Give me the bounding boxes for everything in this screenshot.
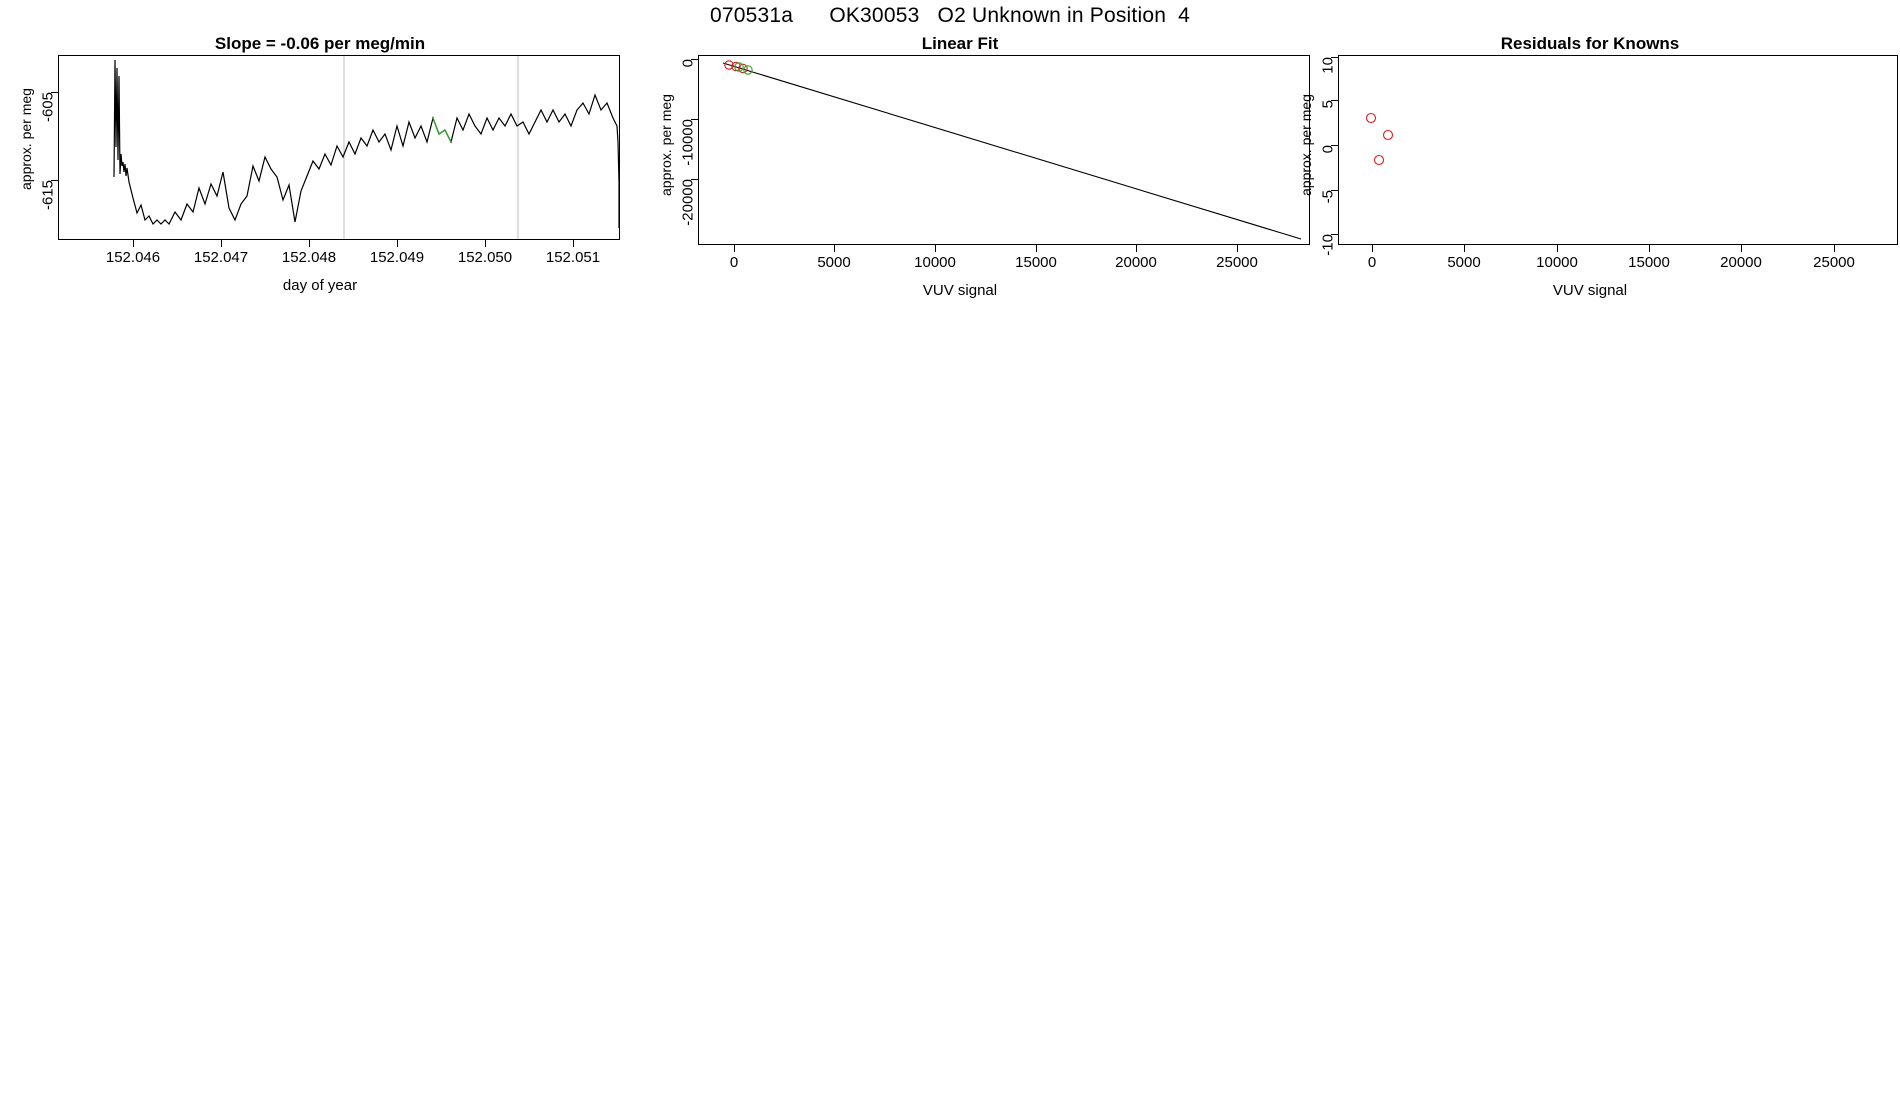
panel-linear-fit	[640, 0, 1280, 300]
linear-fit-xtick-label-5: 25000	[1216, 254, 1258, 271]
residuals-svg	[1339, 56, 1897, 244]
linear-fit-xtick-2	[935, 245, 936, 252]
residuals-xtick-2	[1557, 245, 1558, 252]
timeseries-xtick-label-5: 152.051	[545, 249, 601, 266]
timeseries-xtick-1	[221, 240, 222, 247]
timeseries-ylabel: approx. per meg	[18, 88, 34, 190]
timeseries-xtick-label-4: 152.050	[457, 249, 513, 266]
residuals-xtick-label-4: 20000	[1720, 254, 1762, 271]
timeseries-xtick-label-1: 152.047	[193, 249, 249, 266]
residuals-xlabel: VUV signal	[1552, 282, 1628, 299]
linear-fit-xtick-5	[1237, 245, 1238, 252]
residuals-xtick-1	[1464, 245, 1465, 252]
linear-fit-ytick-label-1: -10000	[679, 119, 697, 166]
panel-residuals	[1280, 0, 1900, 300]
residuals-xtick-label-5: 25000	[1813, 254, 1855, 271]
linear-fit-xtick-3	[1036, 245, 1037, 252]
residuals-ytick-label-1: 5	[1319, 100, 1337, 109]
timeseries-svg	[59, 56, 619, 239]
figure-suptitle: 070531a OK30053 O2 Unknown in Position 4	[709, 4, 1191, 27]
linear-fit-xtick-label-1: 5000	[817, 254, 851, 271]
linear-fit-ytick-label-0: 0	[679, 59, 697, 68]
linear-fit-xtick-0	[734, 245, 735, 252]
residuals-xtick-5	[1834, 245, 1835, 252]
residuals-xtick-label-1: 5000	[1447, 254, 1481, 271]
timeseries-xtick-2	[309, 240, 310, 247]
residuals-xtick-label-3: 15000	[1628, 254, 1670, 271]
linear-fit-svg	[699, 56, 1309, 244]
linear-fit-title: Linear Fit	[921, 34, 999, 53]
linear-fit-xtick-1	[834, 245, 835, 252]
residuals-xtick-label-0: 0	[1367, 254, 1377, 271]
timeseries-xtick-label-2: 152.048	[281, 249, 337, 266]
timeseries-xtick-label-3: 152.049	[369, 249, 425, 266]
linear-fit-xtick-label-2: 10000	[914, 254, 956, 271]
linear-fit-xlabel: VUV signal	[922, 282, 998, 299]
timeseries-ytick-label-1: -615	[39, 180, 57, 211]
timeseries-ytick-label-0: -605	[39, 92, 57, 123]
residuals-xtick-0	[1372, 245, 1373, 252]
timeseries-xtick-4	[485, 240, 486, 247]
timeseries-xtick-5	[573, 240, 574, 247]
timeseries-xtick-0	[133, 240, 134, 247]
residuals-ytick-label-3: -5	[1319, 190, 1337, 204]
residuals-ytick-label-4: -10	[1319, 234, 1337, 256]
residuals-ytick-label-0: 10	[1319, 57, 1337, 74]
timeseries-xtick-label-0: 152.046	[105, 249, 161, 266]
timeseries-xtick-3	[397, 240, 398, 247]
linear-fit-xtick-label-4: 20000	[1115, 254, 1157, 271]
linear-fit-xtick-label-3: 15000	[1015, 254, 1057, 271]
panel-timeseries	[0, 0, 640, 300]
linear-fit-xtick-label-0: 0	[729, 254, 739, 271]
timeseries-plot-area	[58, 55, 620, 240]
residuals-xtick-4	[1741, 245, 1742, 252]
linear-fit-ytick-label-2: -20000	[679, 179, 697, 226]
residuals-ytick-label-2: 0	[1319, 145, 1337, 154]
linear-fit-ylabel: approx. per meg	[658, 94, 674, 196]
timeseries-title: Slope = -0.06 per meg/min	[214, 34, 426, 53]
residuals-title: Residuals for Knowns	[1500, 34, 1680, 53]
linear-fit-plot-area	[698, 55, 1310, 245]
residuals-plot-area	[1338, 55, 1898, 245]
residuals-ylabel: approx. per meg	[1298, 94, 1314, 196]
residuals-xtick-3	[1649, 245, 1650, 252]
timeseries-xlabel: day of year	[282, 277, 358, 294]
linear-fit-xtick-4	[1136, 245, 1137, 252]
residuals-xtick-label-2: 10000	[1536, 254, 1578, 271]
